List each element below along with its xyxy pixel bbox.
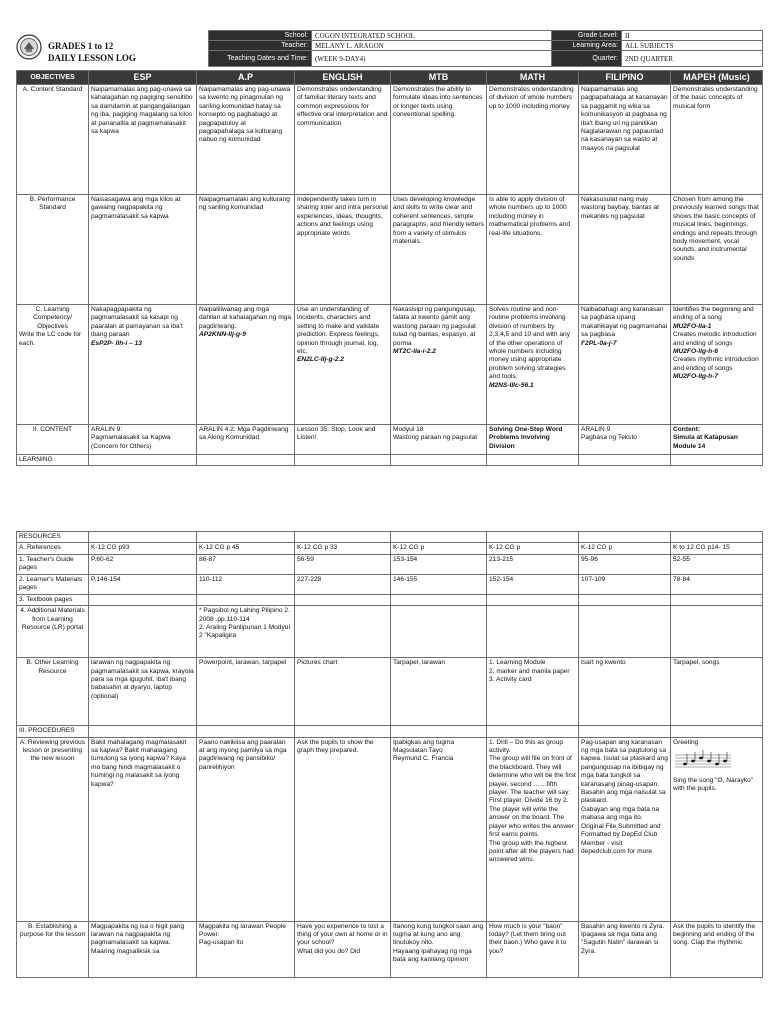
empty-cell bbox=[391, 726, 487, 737]
empty-cell bbox=[295, 726, 391, 737]
empty-cell bbox=[487, 606, 579, 658]
purpose-row bbox=[17, 921, 763, 977]
quarter-label: Quarter: bbox=[552, 51, 622, 67]
dates-value: (WEEK 9-DAY4) bbox=[312, 51, 552, 67]
empty-cell bbox=[295, 606, 391, 658]
content-standard-label: A. Content Standard bbox=[17, 85, 89, 195]
performance-standard-english: Independently takes turn in sharing inter and intra personal experiences, ideas, thoughts, actions and feelings using appropriate words bbox=[295, 195, 391, 305]
purpose-esp: Magpapakita ng isa o higit pang larawan na nagpapakita ng pagmamalasakit sa kapwa. Maaring magsaliksik sa bbox=[89, 921, 197, 977]
empty-cell bbox=[197, 726, 295, 737]
other-filipino: tsart ng kwento bbox=[579, 658, 671, 726]
content-standard-filipino: Naipamamalas ang pagpapahalaga at kasanayan sa paggamit ng wika sa komunikasyon at pagbasa ng iba't ibang uri ng panitikan Naglalarawan ng papaunlad na kasanayan sa wasto at maayos na pagsulat bbox=[579, 85, 671, 195]
school-label: School: bbox=[209, 31, 312, 41]
textbook-row bbox=[17, 594, 763, 605]
subject-header-row bbox=[17, 71, 763, 85]
review-mtb: Ipabigkas ang tugma Magsulatan Tayo Reymund C. Francia bbox=[391, 737, 487, 921]
lm-mapeh: 78-84 bbox=[671, 574, 763, 594]
empty-cell bbox=[89, 455, 197, 466]
competency-text: Solves routine and non-routine problems involving division of numbers by 2,3,4,5 and 10 and with any of the other operations of whole numbers including money using appropriate problem solving strategies and tools. bbox=[489, 306, 571, 381]
empty-cell bbox=[197, 532, 295, 543]
reference-mtb: K-12 CG p bbox=[391, 543, 487, 554]
header-info-table bbox=[208, 30, 763, 67]
performance-standard-ap: Naipagmamalaki ang kulturang ng sariling komunidad bbox=[197, 195, 295, 305]
competency-label-cell bbox=[17, 305, 89, 425]
reference-mapeh: K to 12 CG p14- 15 bbox=[671, 543, 763, 554]
purpose-mtb: Itanong kung tungkol saan ang tugma at kung ano ang tinutukoy nito. Hayaang ipahayag ng mga bata ang kanilang opinion bbox=[391, 921, 487, 977]
teachers-guide-label: 1. Teacher's Guide pages bbox=[17, 554, 89, 574]
review-math: 1. Drill – Do this as group activity. The group will file on front of the blackboard. They will determine who will be the first player, second ……fifth player. The teacher will say: First player. Divide 16 by 2. The player will write the answer on the board. The player who writes the answer first earns points. The group with the highest point after all the players had answered wins. bbox=[487, 737, 579, 921]
lm-english: 227-228 bbox=[295, 574, 391, 594]
lm-math: 152-154 bbox=[487, 574, 579, 594]
resources-row bbox=[17, 532, 763, 543]
empty-cell bbox=[671, 594, 763, 605]
empty-cell bbox=[579, 726, 671, 737]
lc-code: EN2LC-IIj-g-2.2 bbox=[297, 356, 344, 364]
content-standard-row bbox=[17, 85, 763, 195]
competency-text: Identifies the beginning and ending of a song bbox=[673, 306, 754, 322]
empty-cell bbox=[89, 606, 197, 658]
empty-cell bbox=[671, 455, 763, 466]
empty-cell bbox=[579, 594, 671, 605]
empty-cell bbox=[295, 455, 391, 466]
area-label: Learning Area: bbox=[552, 41, 622, 51]
tg-ap: 86-87 bbox=[197, 554, 295, 574]
purpose-ap: Magpakita ng larawan People Power. Pag-usapan ito bbox=[197, 921, 295, 977]
textbook-label: 3. Textbook pages bbox=[17, 594, 89, 605]
content-ap: ARALIN 4.2: Mga Pagdiriwang sa Aking Komunidad bbox=[197, 425, 295, 455]
lc-code: MU2FO-IIg-h-6 bbox=[673, 348, 719, 356]
lc-code: MU2FO-IIg-h-7 bbox=[673, 373, 719, 381]
dates-label: Teaching Dates and Time: bbox=[209, 51, 312, 67]
other-resource-label: B. Other Learning Resource bbox=[17, 658, 89, 726]
review-esp: Bakit mahalagang magmalasakit sa kapwa? Bakit mahalagang tumulong sa iyong kapwa? Kaya mo bang hindi magmalasakit o humingi ng malasakit sa iyong kapwa? bbox=[89, 737, 197, 921]
content-standard-mapeh: Demonstrates understanding of the basic concepts of musical form bbox=[671, 85, 763, 195]
performance-standard-math: Is able to apply division of whole numbers up to 1000 including money in mathematical problems and real-life situations. bbox=[487, 195, 579, 305]
content-mapeh: Content: Simula at Katapusan Module 14 bbox=[671, 425, 763, 455]
performance-standard-mapeh: Chosen from among the previously learned songs that shows the basic concepts of musical lines, beginnings, endings and repeats through body movement, vocal sounds, and instrumental sounds bbox=[671, 195, 763, 305]
lc-code: AP2KNN-IIj-g-9 bbox=[199, 331, 246, 339]
content-standard-ap: Naipamamalas ang pag-unawa sa kwento ng pinagmulan ng sariling komunidad batay sa konsepto ng pagbabago at pagpapatuloy at pagpapahalaga sa kulturang nabuo ng komunidad bbox=[197, 85, 295, 195]
lc-code: EsP2P- IIh-i – 13 bbox=[91, 339, 142, 347]
lm-esp: P.146-154 bbox=[89, 574, 197, 594]
competency-note: Write the LC code for each. bbox=[19, 331, 82, 347]
performance-standard-label: B. Performance Standard bbox=[17, 195, 89, 305]
references-row bbox=[17, 543, 763, 554]
lm-filipino: 107-109 bbox=[579, 574, 671, 594]
subject-ap: A.P bbox=[197, 71, 295, 85]
purpose-mapeh: Ask the pupils to identify the beginning and ending of the song. Clap the rhythmic bbox=[671, 921, 763, 977]
purpose-filipino: Basahin ang kwento ni Zyra. Ipagawa sa mga bata ang "Sagutin Natin" ilarawan si Zyra. bbox=[579, 921, 671, 977]
subject-english: ENGLISH bbox=[295, 71, 391, 85]
review-filipino: Pag-usapan ang karanasan ng mga bata sa pagtulong sa kapwa. Isulat sa plaskard ang pangungusap na ibibigay ng mga bata tungkol sa karanasang pinag-usapan. Basahin ang mga naisulat sa plaskard. Gabayan ang mga bata na mabasa ang mga ito. Original File Submitted and Formatted by DepEd Club Member - visit depedclub.com for more bbox=[579, 737, 671, 921]
review-mapeh-greeting: Greeting bbox=[673, 738, 699, 746]
learners-materials-row bbox=[17, 574, 763, 594]
empty-cell bbox=[579, 455, 671, 466]
subject-esp: ESP bbox=[89, 71, 197, 85]
tg-mapeh: 52-55 bbox=[671, 554, 763, 574]
school-value: COGON INTEGRATED SCHOOL bbox=[312, 31, 552, 41]
empty-cell bbox=[89, 532, 197, 543]
other-esp: larawan ng nagpapakita ng pagmamalasakit sa kapwa, krayola para sa mga iguguhit, iba't ibang babasahin at dyaryo, laptop (optional) bbox=[89, 658, 197, 726]
review-label: A. Reviewing previous lesson or presenting the new lesson bbox=[17, 737, 89, 921]
competency-mtb bbox=[391, 305, 487, 425]
competency-row bbox=[17, 305, 763, 425]
competency-text: Naipaliliwanag ang mga dahilan at kahalagahan ng mga pagdiriwang. bbox=[199, 306, 292, 330]
teacher-value: MELANY L. ARAGON bbox=[312, 41, 552, 51]
references-label: A. References bbox=[17, 543, 89, 554]
review-english: Ask the pupils to show the graph they prepared. bbox=[295, 737, 391, 921]
empty-cell bbox=[89, 594, 197, 605]
empty-cell bbox=[671, 606, 763, 658]
purpose-english: Have you experience to lost a thing of your own at home or in your school? What did you do? Did bbox=[295, 921, 391, 977]
performance-standard-filipino: Nakasusulat nang may wastong baybay, bantas at mekaniks ng pagsulat bbox=[579, 195, 671, 305]
performance-standard-mtb: Uses developing knowledge and skills to write clear and coherent sentences, simple paragraphs, and friendly letters from a variety of stimulus materials. bbox=[391, 195, 487, 305]
other-mtb: Tarpapel, larawan bbox=[391, 658, 487, 726]
grade-label: Grade Level: bbox=[552, 31, 622, 41]
other-math: 1. Learning Module 2. marker and manila paper 3. Activity card bbox=[487, 658, 579, 726]
content-standard-english: Demonstrates understanding of familiar literary texts and common expressions for effective oral interpretation and communication bbox=[295, 85, 391, 195]
reference-math: K-12 CG p bbox=[487, 543, 579, 554]
tg-english: 56-59 bbox=[295, 554, 391, 574]
review-mapeh bbox=[671, 737, 763, 921]
empty-cell bbox=[487, 532, 579, 543]
content-english: Lesson 35: Stop, Look and Listen! bbox=[295, 425, 391, 455]
competency-text: Nakasisipi ng pangungusap, talata at kwento gamit ang wastong paraan ng pagsulat tulad ng bantas, espasyo, at porma bbox=[393, 306, 476, 347]
title-line-1: GRADES 1 to 12 bbox=[48, 41, 114, 51]
content-esp: ARALIN 9: Pagmamalasakit sa Kapwa (Concern for Others) bbox=[89, 425, 197, 455]
competency-text: Nakapagpapakita ng pagmamalasakit sa kasapi ng paaralan at pamayanan sa iba't ibang paraan bbox=[91, 306, 183, 339]
lesson-log-table bbox=[16, 70, 763, 466]
resources-label: RESOURCES bbox=[17, 532, 89, 543]
area-value: ALL SUBJECTS bbox=[622, 41, 763, 51]
empty-cell bbox=[295, 532, 391, 543]
review-row bbox=[17, 737, 763, 921]
lc-code: MT2C-IIa-i-2.2 bbox=[393, 348, 436, 356]
empty-cell bbox=[579, 606, 671, 658]
reference-ap: K-12 CG p 45 bbox=[197, 543, 295, 554]
empty-cell bbox=[391, 594, 487, 605]
learning-row bbox=[17, 455, 763, 466]
empty-cell bbox=[671, 726, 763, 737]
dll-page-2 bbox=[0, 531, 768, 1024]
learning-label: LEARNING bbox=[17, 455, 89, 466]
empty-cell bbox=[197, 594, 295, 605]
tg-mtb: 153-154 bbox=[391, 554, 487, 574]
performance-standard-esp: Naisasagawa ang mga kilos at gawaing nagpapakita ng pagmamalasakit sa kapwa bbox=[89, 195, 197, 305]
competency-text: Use an understanding of incidents, characters and setting to make and validate prediction. Express feelings, opinion through journal, log, etc. bbox=[297, 306, 380, 356]
other-mapeh: Tarpapel, songs bbox=[671, 658, 763, 726]
content-math: Solving One-Step Word Problems Involving Division bbox=[487, 425, 579, 455]
content-row bbox=[17, 425, 763, 455]
lr-portal-label: 4. Additional Materials from Learning Resource (LR) portal bbox=[17, 606, 89, 658]
review-mapeh-song: Sing the song "O, Narayko" with the pupils. bbox=[673, 777, 754, 793]
learners-materials-label: 2. Learner's Materials pages bbox=[17, 574, 89, 594]
tg-math: 213-215 bbox=[487, 554, 579, 574]
reference-english: K-12 CG p 33 bbox=[295, 543, 391, 554]
empty-cell bbox=[89, 726, 197, 737]
subject-mapeh: MAPEH (Music) bbox=[671, 71, 763, 85]
resources-procedures-table bbox=[16, 531, 763, 978]
grade-value: II bbox=[622, 31, 763, 41]
empty-cell bbox=[487, 594, 579, 605]
competency-math bbox=[487, 305, 579, 425]
lm-mtb: 146-155 bbox=[391, 574, 487, 594]
reference-filipino: K-12 CG p bbox=[579, 543, 671, 554]
procedures-row bbox=[17, 726, 763, 737]
subject-math: MATH bbox=[487, 71, 579, 85]
other-english: Pictures chart bbox=[295, 658, 391, 726]
empty-cell bbox=[391, 532, 487, 543]
objectives-header: OBJECTIVES bbox=[17, 71, 89, 85]
competency-mapeh bbox=[671, 305, 763, 425]
empty-cell bbox=[487, 455, 579, 466]
content-standard-esp: Naipamamalas ang pag-unawa sa kahalagahan ng pagiging sensitibo sa damdamin at pangangailangan ng iba, pagiging magalang sa kilos at pananalita at pagmamalasakit sa kapwa bbox=[89, 85, 197, 195]
empty-cell bbox=[671, 532, 763, 543]
performance-standard-row bbox=[17, 195, 763, 305]
purpose-math: How much is your "baon" today? (Let them bring out their baon.) Who gave it to you? bbox=[487, 921, 579, 977]
document-title bbox=[48, 40, 136, 64]
subject-mtb: MTB bbox=[391, 71, 487, 85]
teacher-label: Teacher: bbox=[209, 41, 312, 51]
competency-esp bbox=[89, 305, 197, 425]
empty-cell bbox=[295, 594, 391, 605]
competency-text: Naibabahagi ang karanasan sa pagbasa upang makahikayat ng pagmamahal sa pagbasa bbox=[581, 306, 668, 339]
content-label: II. CONTENT bbox=[17, 425, 89, 455]
subject-filipino: FILIPINO bbox=[579, 71, 671, 85]
lc-code: MU2FO-IIa-1 bbox=[673, 322, 712, 330]
content-filipino: ARALIN 9 Pagbasa ng Teksto bbox=[579, 425, 671, 455]
reference-esp: K-12 CG p93 bbox=[89, 543, 197, 554]
empty-cell bbox=[391, 606, 487, 658]
competency-label: C. Learning Competency/ Objectives bbox=[33, 306, 72, 330]
tg-esp: P.60-62 bbox=[89, 554, 197, 574]
lc-code: F2PL-0a-j-7 bbox=[581, 339, 617, 347]
procedures-label: III. PROCEDURES bbox=[17, 726, 89, 737]
purpose-label: B. Establishing a purpose for the lesson bbox=[17, 921, 89, 977]
competency-text: Creates rhythmic introduction and ending of songs bbox=[673, 356, 759, 372]
tg-filipino: 95-96 bbox=[579, 554, 671, 574]
quarter-value: 2ND QUARTER bbox=[622, 51, 763, 67]
empty-cell bbox=[391, 455, 487, 466]
empty-cell bbox=[487, 726, 579, 737]
lc-code: M2NS-IIIc-56.1 bbox=[489, 381, 534, 389]
lr-portal-row bbox=[17, 606, 763, 658]
lm-ap: 110-112 bbox=[197, 574, 295, 594]
other-ap: Powerpoint, larawan, tarpapel bbox=[197, 658, 295, 726]
dll-page-1 bbox=[0, 28, 768, 468]
content-standard-math: Demonstrates understanding of division of whole numbers up to 1000 including money. bbox=[487, 85, 579, 195]
competency-text: Creates melodic introduction and ending of songs bbox=[673, 331, 757, 347]
teachers-guide-row bbox=[17, 554, 763, 574]
review-ap: Paano nakikiisa ang paaralan at ang inyong pamilya sa mga pagdiriwang ng pansibiko/ panrelihiyon bbox=[197, 737, 295, 921]
other-resource-row bbox=[17, 658, 763, 726]
competency-english bbox=[295, 305, 391, 425]
empty-cell bbox=[197, 455, 295, 466]
music-score-image bbox=[673, 749, 733, 775]
title-line-2: DAILY LESSON LOG bbox=[48, 53, 136, 63]
competency-ap bbox=[197, 305, 295, 425]
deped-seal-icon bbox=[16, 34, 42, 60]
lr-ap: * Pagsibol ng Lahing Pilipino 2. 2008 .pp.110-114 2. Araling Panlipunan 1 Modyul 2 "Kapaligira bbox=[197, 606, 295, 658]
empty-cell bbox=[579, 532, 671, 543]
competency-filipino bbox=[579, 305, 671, 425]
content-standard-mtb: Demonstrates the ability to formulate ideas into sentences or longer texts using conventional spelling. bbox=[391, 85, 487, 195]
content-mtb: Modyul 18 Wastong paraan ng pagsulat bbox=[391, 425, 487, 455]
